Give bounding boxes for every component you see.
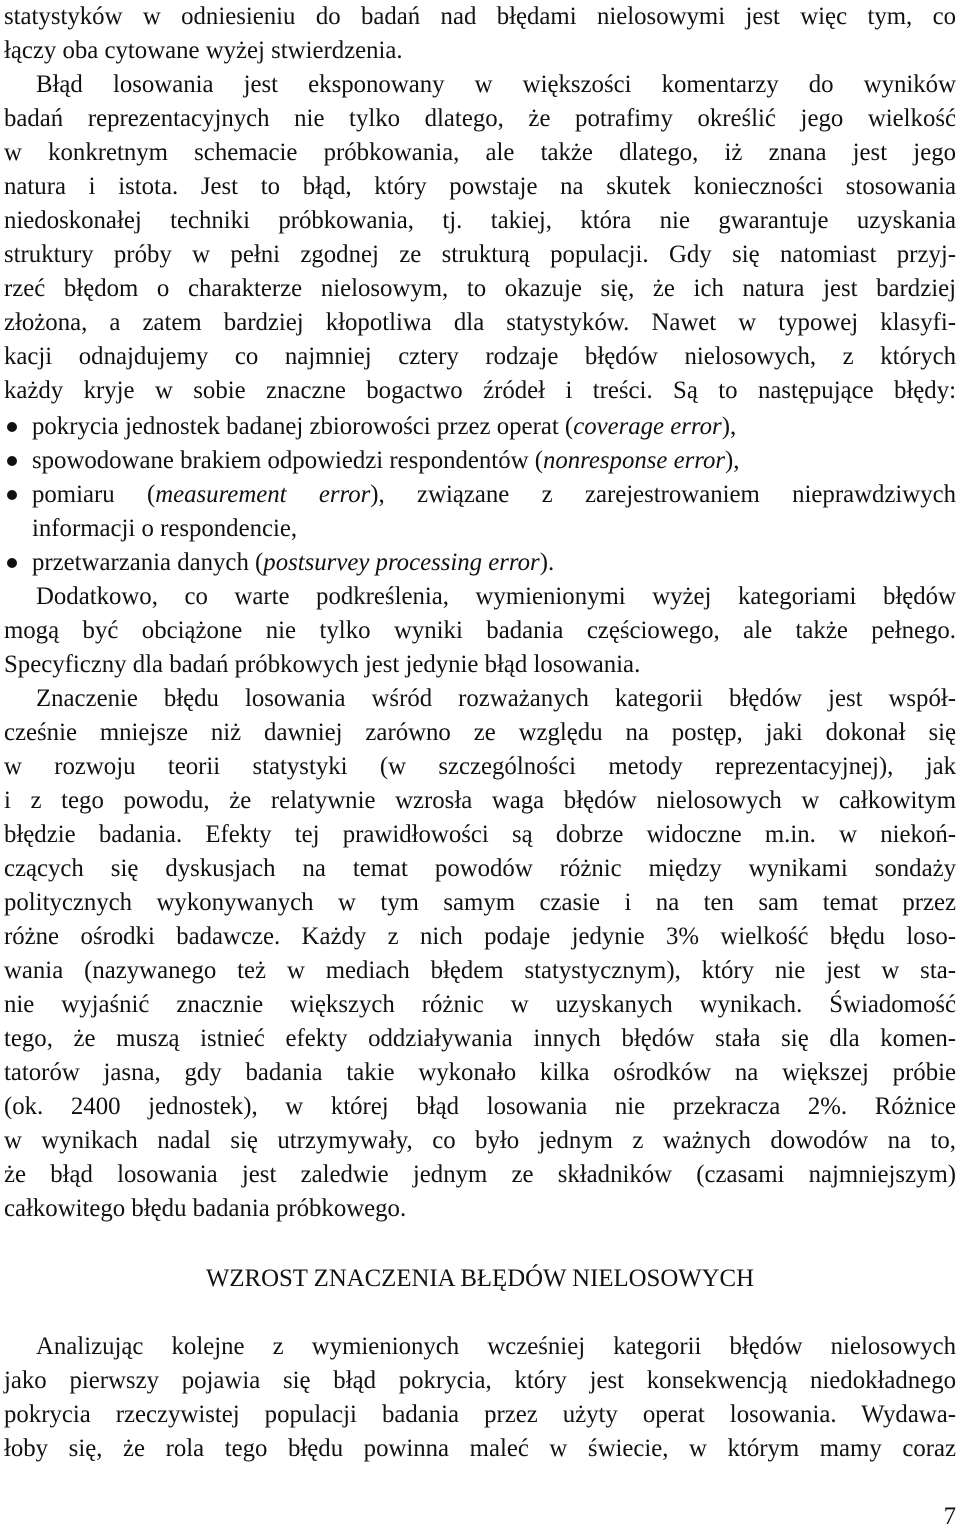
text-segment: pokrycia rzeczywistej populacji badania przez użyty operat losowania. Wydawa- — [4, 1401, 956, 1428]
text-line — [4, 614, 956, 648]
text-line — [4, 374, 956, 408]
text-segment: nie wyjaśnić znacznie większych różnic w uzyskanych wynikach. Świadomość — [4, 991, 956, 1018]
text-segment: pokrycia jednostek badanej zbiorowości przez operat ( — [32, 413, 574, 440]
italic-term: coverage error — [573, 413, 722, 440]
text-segment: Specyficzny dla badań próbkowych jest jedynie błąd losowania. — [4, 651, 641, 678]
text-line — [4, 682, 956, 716]
text-segment: przetwarzania danych ( — [32, 549, 264, 576]
text-line — [4, 306, 956, 340]
text-segment: (ok. 2400 jednostek), w której błąd losowania nie przekracza 2%. Różnice — [4, 1093, 956, 1120]
text-line — [4, 1432, 956, 1466]
text-segment: WZROST ZNACZENIA BŁĘDÓW NIELOSOWYCH — [205, 1265, 754, 1292]
text-segment: Analizując kolejne z wymienionych wcześniej kategorii błędów nielosowych — [36, 1333, 956, 1360]
text-segment: łoby się, że rola tego błędu powinna maleć w świecie, w którym mamy coraz — [4, 1435, 956, 1462]
text-segment: w konkretnym schemacie próbkowania, ale także dlatego, iż znana jest jego — [4, 139, 956, 166]
text-line — [32, 512, 956, 546]
text-segment: w wynikach nadal się utrzymywały, co było jednym z ważnych dowodów na to, — [4, 1127, 956, 1154]
text-line — [4, 272, 956, 306]
text-line — [4, 1364, 956, 1398]
bullet-icon — [7, 422, 17, 432]
text-segment: Błąd losowania jest eksponowany w większości komentarzy do wyników — [36, 71, 956, 98]
text-segment: tatorów jasna, gdy badania takie wykonało kilka ośrodków na większej próbie — [4, 1059, 956, 1086]
text-segment: cześnie mniejsze niż dawniej zarówno ze względu na postęp, jaki dokonał się — [4, 719, 956, 746]
text-segment: ), — [721, 413, 737, 440]
italic-term: postsurvey processing error — [263, 549, 540, 576]
text-line — [4, 920, 956, 954]
text-segment: rzeć błędom o charakterze nielosowym, to okazuje się, że ich natura jest bardziej — [4, 275, 956, 302]
text-segment: w rozwoju teorii statystyki (w szczególności metody reprezentacyjnej), jak — [4, 753, 956, 780]
bullet-icon — [7, 558, 17, 568]
bullet-icon — [7, 456, 17, 466]
text-segment: mogą być obciążone nie tylko wyniki badania częściowego, ale także pełnego. — [4, 617, 956, 644]
text-line — [4, 954, 956, 988]
text-segment: kacji odnajdujemy co najmniej cztery rodzaje błędów nielosowych, z których — [4, 343, 956, 370]
text-segment: błędzie badania. Efekty tej prawidłowości są dobrze widoczne m.in. w niekoń- — [4, 821, 956, 848]
text-line — [4, 1330, 956, 1364]
text-line — [4, 1124, 956, 1158]
text-segment: jako pierwszy pojawia się błąd pokrycia, który jest konsekwencją niedokładnego — [4, 1367, 956, 1394]
text-segment: Dodatkowo, co warte podkreślenia, wymienionymi wyżej kategoriami błędów — [36, 583, 956, 610]
italic-term: nonresponse error — [542, 447, 726, 474]
text-segment: ), — [725, 447, 740, 474]
text-line — [4, 852, 956, 886]
text-line — [4, 238, 956, 272]
text-segment: złożona, a zatem bardziej kłopotliwa dla statystyków. Nawet w typowej klasyfi- — [4, 309, 956, 336]
text-line — [4, 818, 956, 852]
text-line — [4, 988, 956, 1022]
text-line — [32, 410, 956, 444]
text-segment: badań reprezentacyjnych nie tylko dlatego, że potrafimy określić jego wielkość — [4, 105, 956, 132]
text-line — [4, 580, 956, 614]
section-heading — [4, 1262, 956, 1296]
text-line — [4, 136, 956, 170]
text-line — [4, 716, 956, 750]
text-segment: struktury próby w pełni zgodnej ze strukturą populacji. Gdy się natomiast przyj- — [4, 241, 956, 268]
text-line — [4, 0, 956, 34]
text-line — [4, 1158, 956, 1192]
text-segment: ), związane z zarejestrowaniem nieprawdziwych — [370, 481, 956, 508]
text-segment: Znaczenie błędu losowania wśród rozważanych kategorii błędów jest współ- — [36, 685, 956, 712]
text-line — [32, 546, 956, 580]
text-segment: informacji o respondencie, — [32, 515, 298, 542]
text-segment: każdy kryje w sobie znaczne bogactwo źródeł i treści. Są to następujące błędy: — [4, 377, 956, 404]
text-line — [4, 886, 956, 920]
text-segment: tego, że muszą istnieć efekty oddziaływania innych błędów stała się dla komen- — [4, 1025, 956, 1052]
text-segment: politycznych wykonywanych w tym samym czasie i na ten sam temat przez — [4, 889, 956, 916]
text-line — [4, 340, 956, 374]
text-segment: niedoskonałej techniki próbkowania, tj. takiej, która nie gwarantuje uzyskania — [4, 207, 956, 234]
text-line — [4, 648, 956, 682]
text-line — [32, 478, 956, 512]
bullet-icon — [7, 490, 17, 500]
text-line — [4, 1192, 956, 1226]
text-segment: wania (nazywanego też w mediach błędem statystycznym), który nie jest w sta- — [4, 957, 956, 984]
page-number: 7 — [943, 1503, 956, 1530]
text-line — [4, 34, 956, 68]
text-segment: czących się dyskusjach na temat powodów różnic między wynikami sondaży — [4, 855, 956, 882]
text-segment: natura i istota. Jest to błąd, który powstaje na skutek konieczności stosowania — [4, 173, 956, 200]
text-segment: że błąd losowania jest zaledwie jednym ze składników (czasami najmniejszym) — [4, 1161, 956, 1188]
text-segment: i z tego powodu, że relatywnie wzrosła waga błędów nielosowych w całkowitym — [4, 787, 956, 814]
text-segment: statystyków w odniesieniu do badań nad błędami nielosowymi jest więc tym, co — [4, 3, 956, 30]
text-line — [4, 204, 956, 238]
text-segment: pomiaru ( — [32, 481, 156, 508]
text-line — [4, 1398, 956, 1432]
text-segment: łączy oba cytowane wyżej stwierdzenia. — [4, 37, 403, 64]
text-line — [32, 444, 956, 478]
text-segment: różne ośrodki badawcze. Każdy z nich podaje jedynie 3% wielkość błędu loso- — [4, 923, 956, 950]
italic-term: measurement error — [155, 481, 371, 508]
text-segment: spowodowane brakiem odpowiedzi respondentów ( — [32, 447, 543, 474]
text-line — [4, 170, 956, 204]
text-line — [4, 102, 956, 136]
text-line — [4, 1022, 956, 1056]
text-line — [4, 1090, 956, 1124]
text-line — [4, 784, 956, 818]
text-segment: całkowitego błędu badania próbkowego. — [4, 1195, 407, 1222]
text-segment: ). — [539, 549, 555, 576]
text-line — [4, 1056, 956, 1090]
text-line — [4, 68, 956, 102]
text-line — [4, 750, 956, 784]
